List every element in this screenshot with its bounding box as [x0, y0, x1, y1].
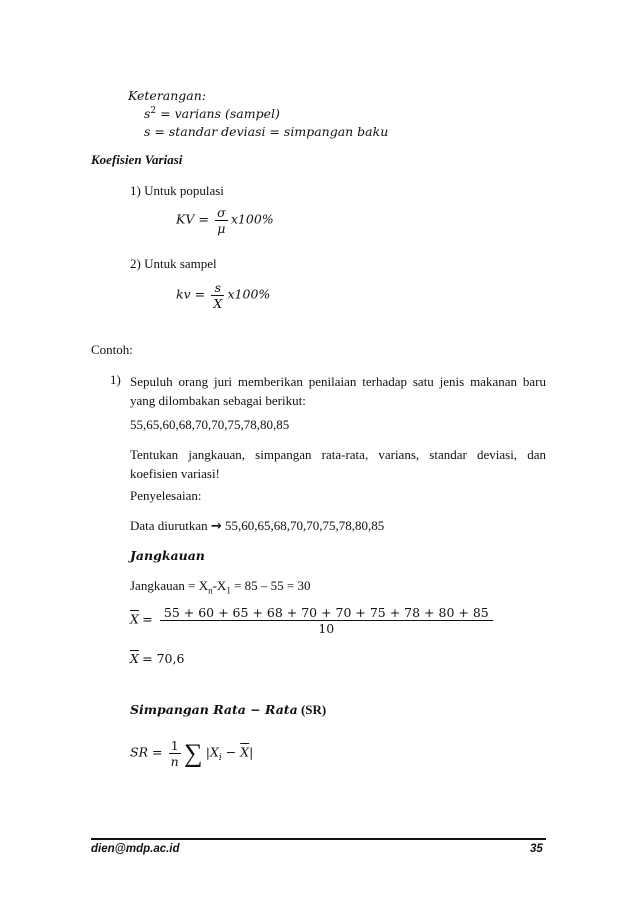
- list-item-sampel: 2) Untuk sampel: [130, 256, 217, 271]
- formula-kv-sampel: kv = $\frac{s}{X}$ x100%: [176, 280, 271, 311]
- footer-rule: [91, 838, 546, 840]
- jangkauan-heading: Jangkauan: [130, 548, 205, 563]
- summation-symbol: ∑: [183, 738, 203, 768]
- mean-result: $\overline{X} = 70,6$: [130, 651, 185, 666]
- penyelesaian-label: Penyelesaian:: [130, 488, 202, 503]
- page-number: 35: [530, 843, 543, 855]
- keterangan-line-variance: $s^2$ = varians (sampel): [144, 106, 280, 122]
- right-arrow-icon: →: [210, 519, 222, 534]
- keterangan-heading: Keterangan:: [128, 88, 207, 103]
- sorted-data-line: Data diurutkan → 55,60,65,68,70,70,75,78,80,85: [130, 518, 385, 534]
- section-heading-koefisien-variasi: Koefisien Variasi: [91, 152, 183, 167]
- example-problem-text: Sepuluh orang juri memberikan penilaian terhadap satu jenis makanan baru yang dilombakan sebagai berikut:: [130, 374, 546, 408]
- example-task-text: Tentukan jangkauan, simpangan rata-rata, varians, standar deviasi, dan koefisien variasi!: [130, 447, 546, 481]
- sr-formula: SR = $\frac{1}{n}$ ∑ $|X_i - \overline{X}|$: [130, 738, 254, 769]
- list-item-populasi: 1) Untuk populasi: [130, 183, 224, 198]
- mean-formula: $\overline{X}$ = $\frac{55 + 60 + 65 + 68 + 70 + 70 + 75 + 78 + 80 + 85}{10}$: [130, 605, 493, 636]
- section-heading-contoh: Contoh:: [91, 342, 133, 357]
- jangkauan-formula: Jangkauan = $X_n-X_1 = 85 - 55 = 30$: [130, 578, 311, 596]
- example-data-values: 55,65,60,68,70,70,75,78,80,85: [130, 417, 290, 432]
- keterangan-line-stdev: s = standar deviasi = simpangan baku: [144, 124, 389, 139]
- footer-email: dien@mdp.ac.id: [91, 843, 180, 855]
- example-number: 1): [110, 372, 121, 387]
- sr-heading: Simpangan Rata − Rata (SR): [130, 702, 327, 717]
- formula-kv-populasi: KV = $\frac{\sigma}{\mu}$ x100%: [176, 205, 274, 236]
